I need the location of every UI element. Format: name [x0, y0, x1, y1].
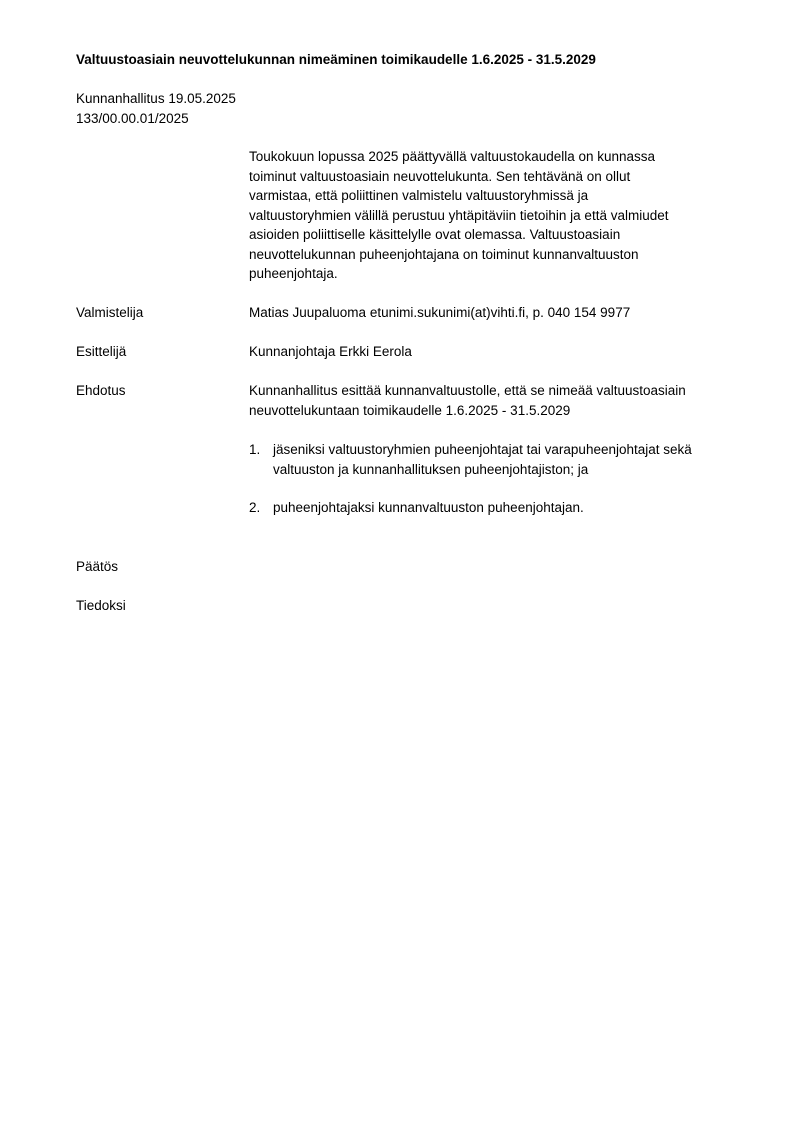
presenter-label: Esittelijä: [76, 344, 127, 359]
intro-line: puheenjohtaja.: [249, 266, 338, 281]
proposal-line: Kunnanhallitus esittää kunnanvaltuustolle, että se nimeää valtuustoasiain: [249, 383, 686, 398]
proposal-item-number: 1.: [249, 442, 261, 457]
meeting-info: [76, 89, 236, 128]
preparer-label: Valmistelija: [76, 305, 144, 320]
proposal-item-line: valtuuston ja kunnanhallituksen puheenjohtajiston; ja: [273, 461, 589, 477]
proposal-text: [249, 381, 686, 420]
intro-line: valtuustoryhmien välillä perustuu yhtäpitäviin tietoihin ja että valmiudet: [249, 207, 669, 223]
intro-line: toiminut valtuustoasiain neuvottelukunta. Sen tehtävänä on ollut: [249, 168, 631, 184]
proposal-item-text: [273, 440, 692, 479]
decision-label: Päätös: [76, 559, 119, 574]
preparer-value: Matias Juupaluoma etunimi.sukunimi(at)vihti.fi, p. 040 154 9977: [249, 305, 631, 320]
proposal-item-text: [273, 498, 584, 518]
meeting-name: Kunnanhallitus 19.05.2025: [76, 91, 236, 106]
case-number: 133/00.00.01/2025: [76, 110, 189, 126]
for-information-label: Tiedoksi: [76, 598, 126, 613]
proposal-item-line: jäseniksi valtuustoryhmien puheenjohtajat tai varapuheenjohtajat sekä: [273, 442, 692, 457]
document-title: Valtuustoasiain neuvottelukunnan nimeäminen toimikaudelle 1.6.2025 - 31.5.2029: [76, 52, 596, 67]
intro-line: Toukokuun lopussa 2025 päättyvällä valtuustokaudella on kunnassa: [249, 149, 656, 164]
proposal-item-number: 2.: [249, 500, 261, 515]
intro-line: varmistaa, että poliittinen valmistelu valtuustoryhmissä ja: [249, 188, 589, 203]
intro-paragraph: [249, 147, 729, 284]
proposal-item-line: puheenjohtajaksi kunnanvaltuuston puheenjohtajan.: [273, 500, 584, 515]
proposal-line: neuvottelukuntaan toimikaudelle 1.6.2025 - 31.5.2029: [249, 402, 571, 418]
presenter-value: Kunnanjohtaja Erkki Eerola: [249, 344, 412, 359]
proposal-label: Ehdotus: [76, 383, 126, 398]
intro-line: neuvottelukunnan puheenjohtajana on toiminut kunnanvaltuuston: [249, 246, 639, 262]
intro-line: asioiden poliittiselle käsittelylle ovat olemassa. Valtuustoasiain: [249, 227, 621, 242]
